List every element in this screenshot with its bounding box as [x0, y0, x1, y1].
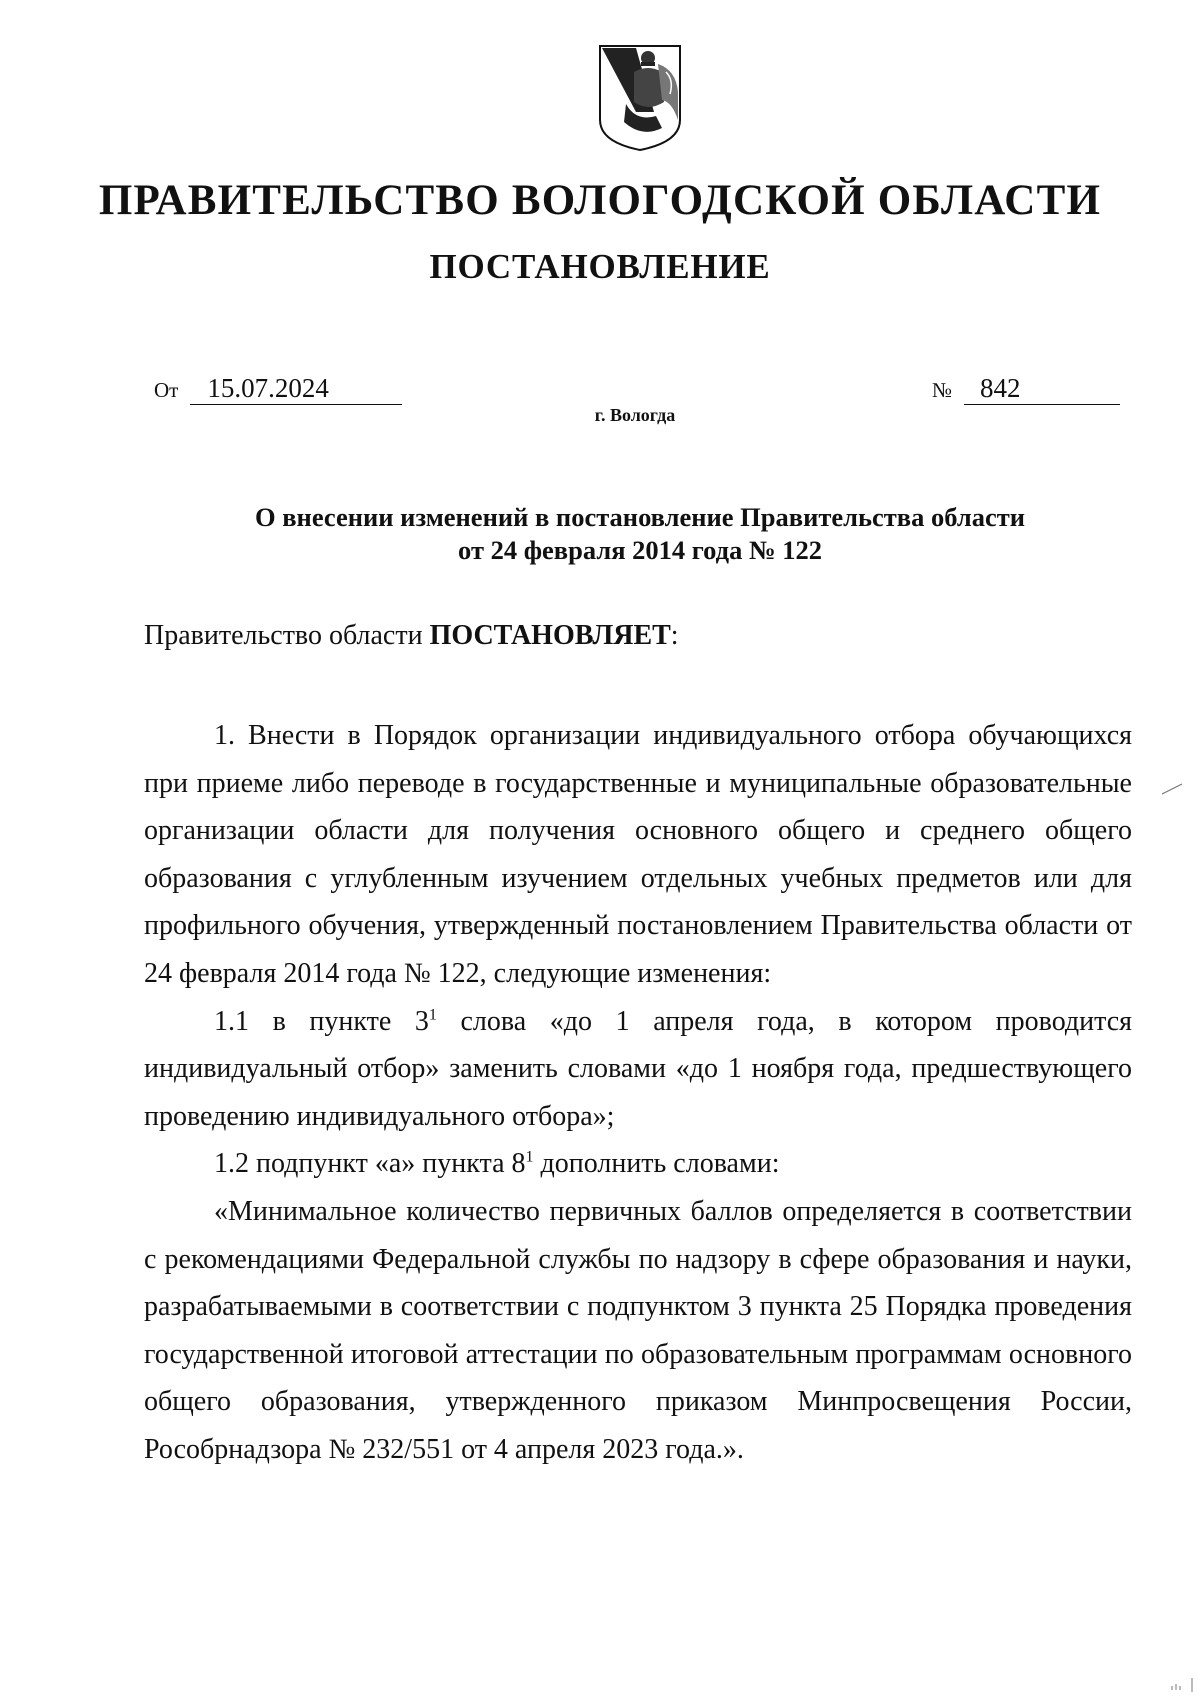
preamble-verb: ПОСТАНОВЛЯЕТ — [429, 620, 671, 651]
date-field — [154, 373, 402, 405]
date-value: 15.07.2024 — [190, 373, 402, 405]
superscript: 1 — [428, 1006, 437, 1024]
paragraph-1-2 — [144, 1140, 1132, 1188]
preamble-colon: : — [670, 620, 679, 651]
number-label: № — [932, 378, 953, 402]
paragraph-1-2-start: 1.2 подпункт «а» пункта 8 — [214, 1148, 526, 1180]
coat-of-arms-icon — [596, 42, 684, 152]
paragraph-1-1-start: 1.1 в пункте 3 — [214, 1005, 429, 1037]
number-field — [932, 373, 1120, 405]
superscript: 1 — [525, 1149, 534, 1167]
date-label: От — [154, 378, 179, 402]
paragraph-1-2-rest: дополнить словами: — [533, 1148, 780, 1180]
document-body — [144, 712, 1132, 1474]
preamble-text: Правительство области — [144, 620, 430, 651]
margin-tick-mark — [1160, 782, 1184, 796]
city-label: г. Вологда — [594, 405, 676, 425]
subject-line-2: от 24 февраля 2014 года № 122 — [458, 535, 822, 565]
corner-scan-mark — [1168, 1676, 1196, 1694]
paragraph-quote: «Минимальное количество первичных баллов определяется в соответствии с рекомендациями Федеральной службы по надзору в сфере образования и науки, разрабатываемыми в соответствии с подпунктом 3 пункта 25 Порядка проведения государственной итоговой аттестации по образовательным программам основного общего образования, утвержденного приказом Минпросвещения России, Рособрнадзора № 232/551 от 4 апреля 2023 года.». — [144, 1195, 1132, 1465]
paragraph-1-1 — [144, 998, 1132, 1141]
subject-line-1: О внесении изменений в постановление Правительства области — [255, 502, 1025, 532]
organization-title: ПРАВИТЕЛЬСТВО ВОЛОГОДСКОЙ ОБЛАСТИ — [98, 177, 1102, 224]
document-type-title: ПОСТАНОВЛЕНИЕ — [429, 247, 771, 286]
number-value: 842 — [964, 373, 1120, 405]
paragraph-1: 1. Внести в Порядок организации индивидуального отбора обучающихся при приеме либо переводе в государственные и муниципальные образовательные организации области для получения основного общего и среднего общего образования с углубленным изучением отдельных учебных предметов или для профильного обучения, утвержденный постановлением Правительства области от 24 февраля 2014 года № 122, следующие изменения: — [144, 720, 1132, 989]
preamble — [144, 620, 679, 652]
paragraph-1-1-rest: слова «до 1 апреля года, в котором проводится индивидуальный отбор» заменить словами «до 1 ноября года, предшествующего проведению индивидуального отбора»; — [144, 1005, 1132, 1132]
document-subject — [150, 501, 1130, 567]
